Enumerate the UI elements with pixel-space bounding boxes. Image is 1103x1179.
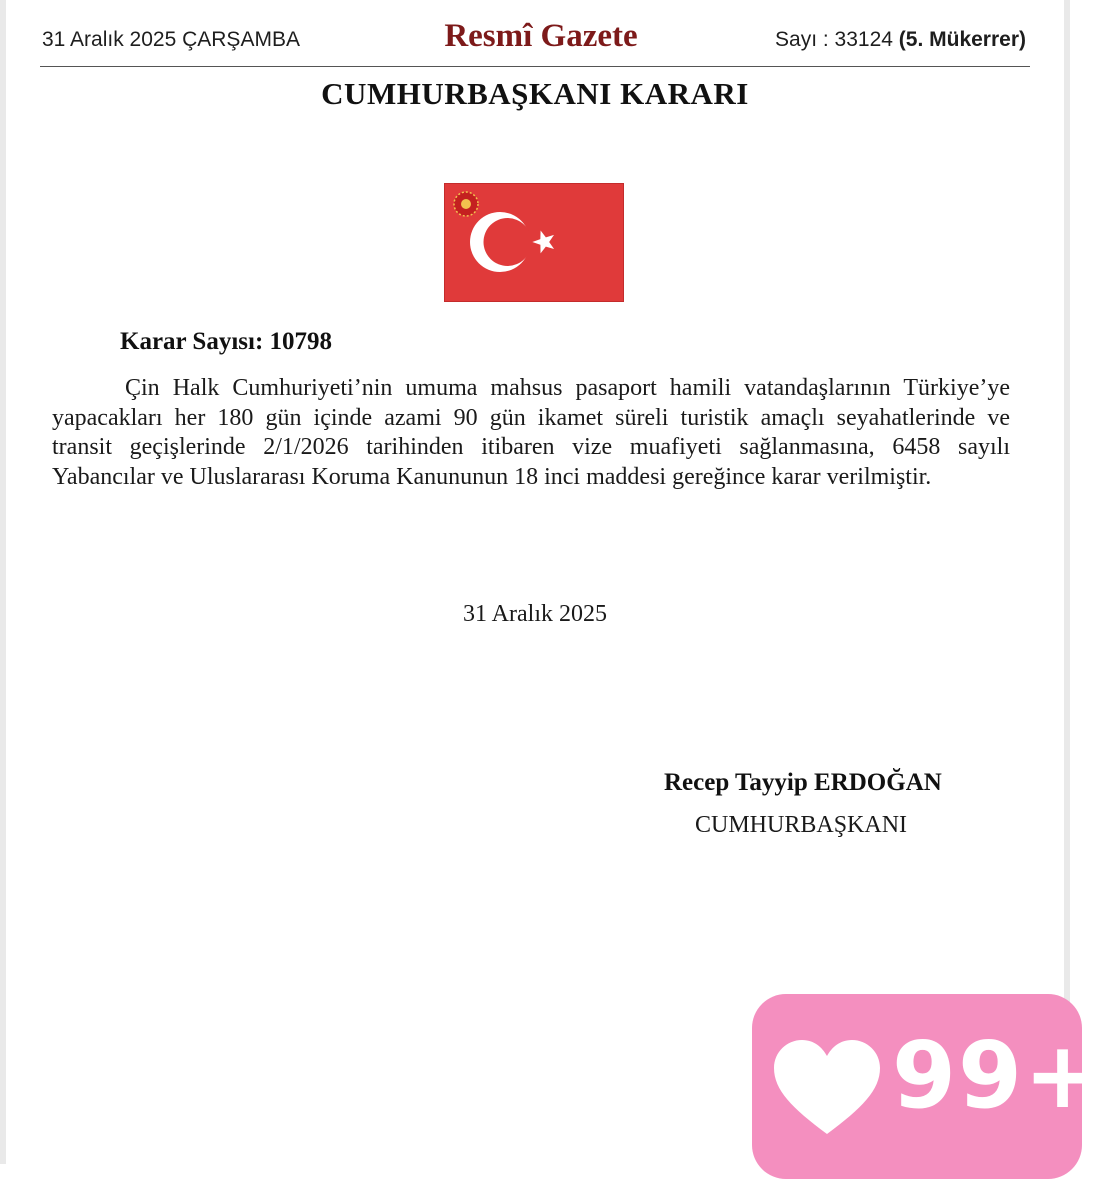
issue-supplement: (5. Mükerrer) xyxy=(898,28,1026,51)
issue-number xyxy=(775,28,1026,52)
header-divider xyxy=(40,66,1030,67)
turkish-flag-icon xyxy=(444,183,624,302)
decree-body-line: Çin Halk Cumhuriyeti’nin umuma mahsus pasaport hamili vatandaşlarının Türkiye’ye xyxy=(125,375,1010,401)
like-badge[interactable] xyxy=(752,994,1103,1179)
decree-body-line: transit geçişlerinde 2/1/2026 tarihinden itibaren vize muafiyeti sağlanmasına, 6458 sayılı xyxy=(52,434,1010,460)
presidential-seal-icon xyxy=(454,192,478,216)
decree-date: 31 Aralık 2025 xyxy=(463,601,607,627)
signer-name: Recep Tayyip ERDOĞAN xyxy=(664,769,942,796)
page-edge-right xyxy=(1064,0,1070,1164)
like-count: 99+ xyxy=(892,1022,1103,1129)
decree-number: Karar Sayısı: 10798 xyxy=(120,328,333,355)
decree-body-line: yapacakları her 180 gün içinde azami 90 gün ikamet süreli turistik amaçlı seyahatlerinde ve xyxy=(52,404,1010,431)
issue-number-text: Sayı : 33124 xyxy=(775,28,899,51)
signer-title: CUMHURBAŞKANI xyxy=(695,812,908,838)
gazette-title: Resmî Gazete xyxy=(444,18,638,54)
decree-heading: CUMHURBAŞKANI KARARI xyxy=(321,76,749,111)
heart-icon[interactable] xyxy=(772,1038,882,1138)
decree-body xyxy=(52,374,1010,492)
page-edge-left xyxy=(0,0,6,1164)
decree-body-line: Yabancılar ve Uluslararası Koruma Kanununun 18 inci maddesi gereğince karar verilmiştir. xyxy=(52,463,932,490)
header-date: 31 Aralık 2025 ÇARŞAMBA xyxy=(42,28,300,51)
